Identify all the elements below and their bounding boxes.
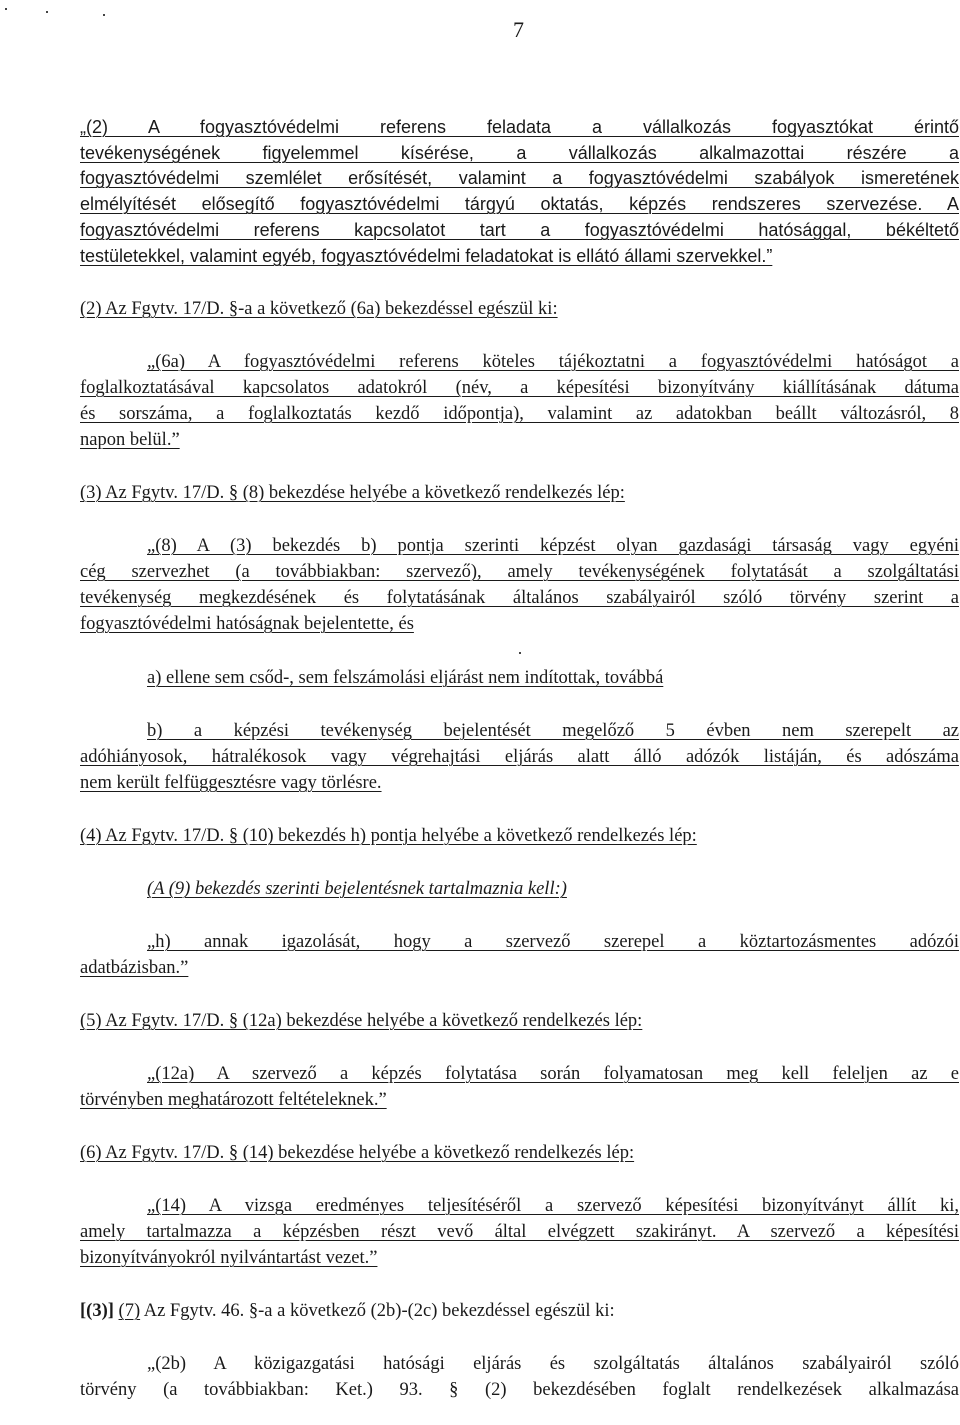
text-line: „(6a) A fogyasztóvédelmi referens köteles tájékoztatni a fogyasztóvédelmi hatóságot a	[147, 352, 959, 372]
page-number: 7	[513, 17, 524, 42]
text-line: tevékenységének figyelemmel kísérése, a vállalkozás alkalmazottai részére a	[80, 143, 959, 163]
text-line: adatbázisban.”	[80, 958, 189, 978]
deleted-number: [(3)]	[80, 1301, 114, 1321]
text-line: fogyasztóvédelmi szemlélet erősítését, valamint a fogyasztóvédelmi szabályok ismeretének	[80, 168, 959, 188]
text-line: „(12a) A szervező a képzés folytatása során folyamatosan meg kell feleljen az e	[147, 1064, 959, 1084]
section-heading-4: (4) Az Fgytv. 17/D. § (10) bekezdés h) pontja helyébe a következő rendelkezés lép:	[80, 826, 697, 846]
text-line: „h) annak igazolását, hogy a szervező szerepel a köztartozásmentes adózói	[147, 932, 959, 952]
scan-speck	[519, 652, 521, 654]
text-line: b) a képzési tevékenység bejelentését megelőző 5 évben nem szerepelt az	[147, 721, 959, 741]
scan-speck	[46, 11, 48, 13]
scan-speck	[103, 14, 105, 16]
text-line: napon belül.”	[80, 430, 180, 450]
text-line: törvényben meghatározott feltételeknek.”	[80, 1090, 387, 1110]
section-heading-6: (6) Az Fgytv. 17/D. § (14) bekezdése helyébe a következő rendelkezés lép:	[80, 1143, 635, 1163]
text-line: nem került felfüggesztésre vagy törlésre.	[80, 773, 382, 793]
text-line: elmélyítését elősegítő fogyasztóvédelmi tárgyú oktatás, képzés rendszeres szervezése. A	[80, 194, 959, 214]
heading-text: Az Fgytv. 46. §-a a következő (2b)-(2c) bekezdéssel egészül ki:	[143, 1301, 615, 1321]
text-line: „(8) A (3) bekezdés b) pontja szerinti képzést olyan gazdasági társaság vagy egyéni	[147, 536, 959, 556]
text-line: tevékenység megkezdésének és folytatásának általános szabályairól szóló törvény szerint a	[80, 588, 959, 608]
text-line: fogyasztóvédelmi hatóságnak bejelentette, és	[80, 614, 414, 634]
text-line: „(2) A fogyasztóvédelmi referens feladata a vállalkozás fogyasztókat érintő	[80, 117, 959, 137]
text-line: bizonyítványokról nyilvántartást vezet.”	[80, 1248, 378, 1268]
text-line: és sorszáma, a foglalkoztatás kezdő időpontja), valamint az adatokban beállt változásról, 8	[80, 404, 959, 424]
text-line: törvény (a továbbiakban: Ket.) 93. § (2) bekezdésében foglalt rendelkezések alkalmazása	[80, 1380, 959, 1400]
section-intro-italic: (A (9) bekezdés szerinti bejelentésnek tartalmaznia kell:)	[147, 879, 567, 899]
text-line: „(2b) A közigazgatási hatósági eljárás és szolgáltatás általános szabályairól szóló	[147, 1354, 959, 1374]
section-heading-3: (3) Az Fgytv. 17/D. § (8) bekezdése helyébe a következő rendelkezés lép:	[80, 483, 625, 503]
list-item-a: a) ellene sem csőd-, sem felszámolási eljárást nem indítottak, továbbá	[147, 668, 664, 688]
inserted-number: (7)	[118, 1301, 141, 1321]
text-line: adóhiányosok, hátralékosok vagy végrehajtási eljárás alatt álló adózók listáján, és adószáma	[80, 747, 959, 767]
text-line: „(14) A vizsga eredményes teljesítéséről a szervező képesítési bizonyítványt állít ki,	[147, 1196, 959, 1216]
section-heading-5: (5) Az Fgytv. 17/D. § (12a) bekezdése helyébe a következő rendelkezés lép:	[80, 1011, 643, 1031]
text-line: amely tartalmazza a képzésben részt vevő által elvégzett szakirányt. A szervező a képesítési	[80, 1222, 959, 1242]
text-line: testületekkel, valamint egyéb, fogyasztóvédelmi feladatokat is ellátó állami szervekkel.”	[80, 246, 773, 266]
text-line: fogyasztóvédelmi referens kapcsolatot tart a fogyasztóvédelmi hatósággal, békéltető	[80, 220, 959, 240]
scan-speck	[5, 8, 7, 10]
text-line: cég szervezhet (a továbbiakban: szervező), amely tevékenységének folytatását a szolgáltatási	[80, 562, 959, 582]
section-heading-7	[80, 1299, 959, 1323]
section-heading-2: (2) Az Fgytv. 17/D. §-a a következő (6a) bekezdéssel egészül ki:	[80, 299, 558, 319]
text-line: foglalkoztatásával kapcsolatos adatokról (név, a képesítési bizonyítvány kiállításának dátuma	[80, 378, 959, 398]
